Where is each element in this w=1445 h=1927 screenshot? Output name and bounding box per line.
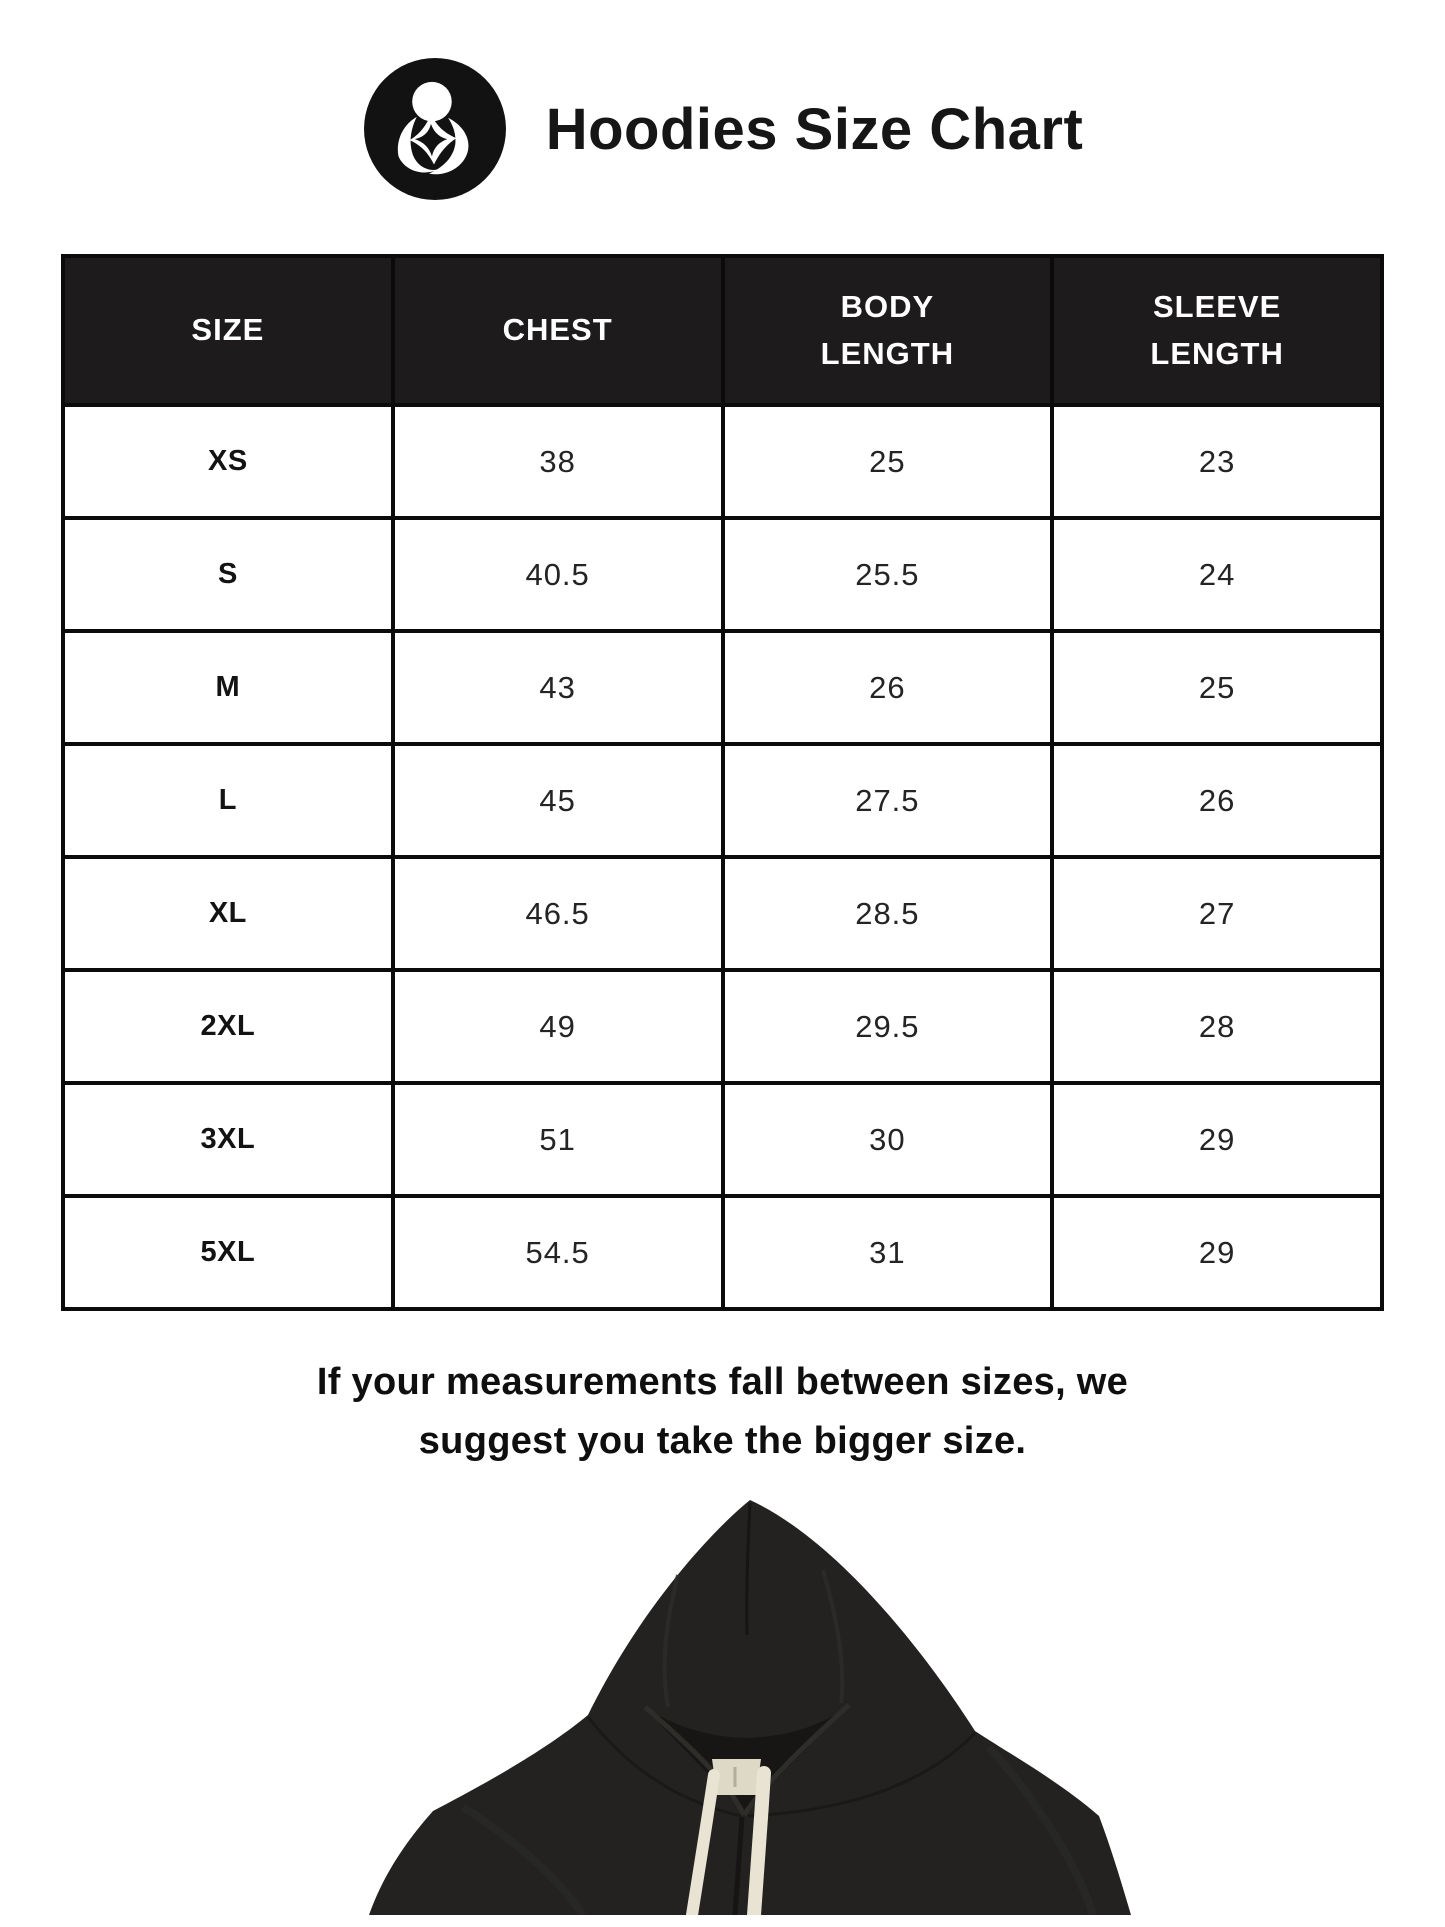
chest-value: 43: [393, 631, 723, 744]
body-length-value: 26: [723, 631, 1053, 744]
sleeve-length-value: 26: [1052, 744, 1382, 857]
page-title: Hoodies Size Chart: [545, 96, 1084, 162]
table-row-5xl: [63, 1196, 1382, 1309]
column-header-body-length: BODY LENGTH: [723, 256, 1053, 405]
sizing-note: [0, 1353, 1445, 1471]
column-header-chest: CHEST: [393, 256, 723, 405]
body-length-value: 25.5: [723, 518, 1053, 631]
header: [0, 0, 1445, 202]
size-label: 3XL: [63, 1083, 393, 1196]
chest-value: 38: [393, 405, 723, 518]
sleeve-length-value: 24: [1052, 518, 1382, 631]
hoodie-image: [283, 1485, 1163, 1915]
table-row-3xl: [63, 1083, 1382, 1196]
sleeve-length-value: 29: [1052, 1196, 1382, 1309]
table-row-s: [63, 518, 1382, 631]
size-chart-table: [61, 254, 1384, 1311]
size-label: M: [63, 631, 393, 744]
table-row-xs: [63, 405, 1382, 518]
size-label: S: [63, 518, 393, 631]
body-length-value: 25: [723, 405, 1053, 518]
chest-value: 40.5: [393, 518, 723, 631]
column-header-sleeve-length: SLEEVE LENGTH: [1052, 256, 1382, 405]
sleeve-length-value: 28: [1052, 970, 1382, 1083]
sleeve-length-value: 27: [1052, 857, 1382, 970]
chest-value: 46.5: [393, 857, 723, 970]
chest-value: 45: [393, 744, 723, 857]
sleeve-length-value: 29: [1052, 1083, 1382, 1196]
brand-logo-icon: [362, 56, 508, 202]
table-row-m: [63, 631, 1382, 744]
body-length-value: 31: [723, 1196, 1053, 1309]
sizing-note-line2: suggest you take the bigger size.: [418, 1420, 1027, 1462]
size-label: XL: [63, 857, 393, 970]
body-length-value: 28.5: [723, 857, 1053, 970]
body-length-value: 27.5: [723, 744, 1053, 857]
table-row-xl: [63, 857, 1382, 970]
table-header-row: [63, 256, 1382, 405]
chest-value: 51: [393, 1083, 723, 1196]
column-header-size: SIZE: [63, 256, 393, 405]
size-label: 2XL: [63, 970, 393, 1083]
chest-value: 54.5: [393, 1196, 723, 1309]
sizing-note-line1: If your measurements fall between sizes, we: [316, 1361, 1129, 1403]
sleeve-length-value: 25: [1052, 631, 1382, 744]
sleeve-length-value: 23: [1052, 405, 1382, 518]
size-label: XS: [63, 405, 393, 518]
chest-value: 49: [393, 970, 723, 1083]
table-row-l: [63, 744, 1382, 857]
body-length-value: 30: [723, 1083, 1053, 1196]
table-row-2xl: [63, 970, 1382, 1083]
size-label: L: [63, 744, 393, 857]
size-label: 5XL: [63, 1196, 393, 1309]
body-length-value: 29.5: [723, 970, 1053, 1083]
